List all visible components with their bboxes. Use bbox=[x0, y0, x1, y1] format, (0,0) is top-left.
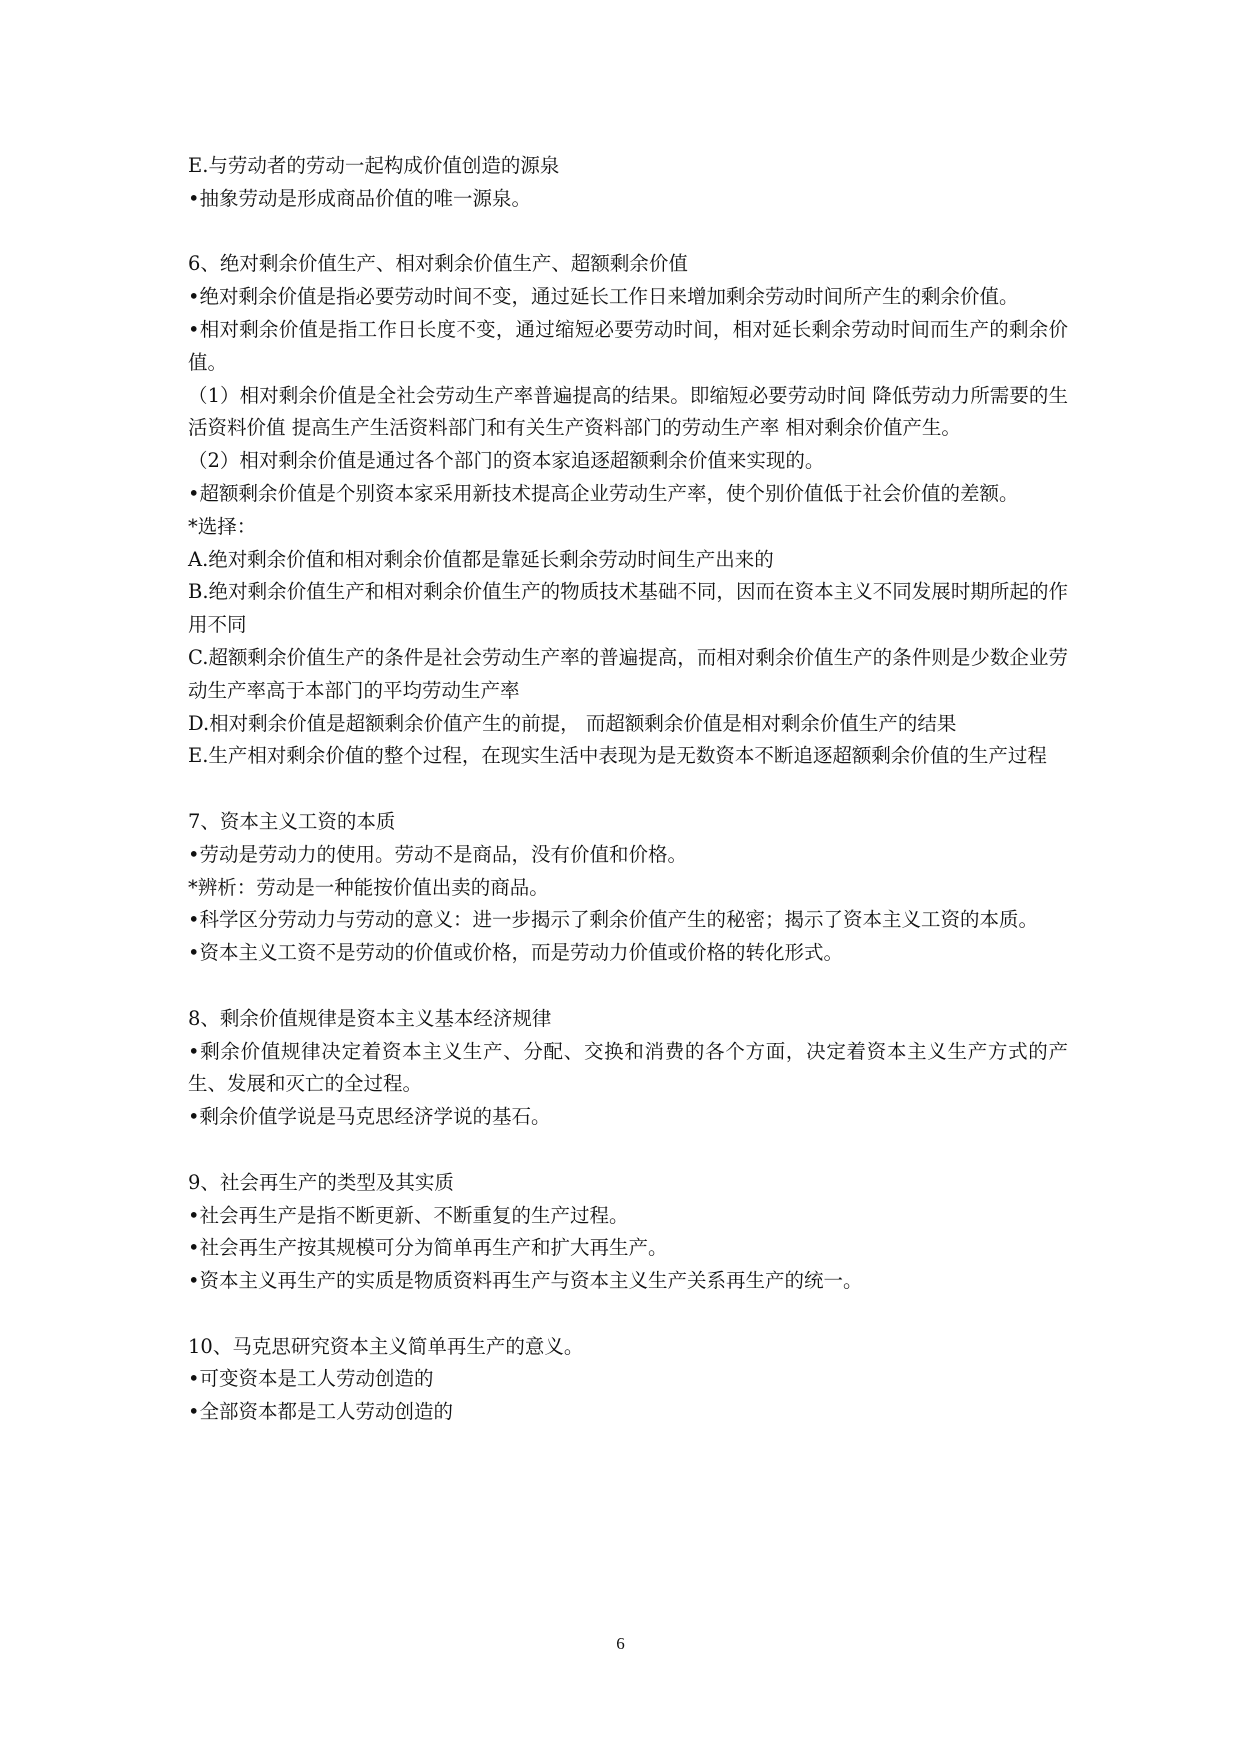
section-7-paragraph: •劳动是劳动力的使用。劳动不是商品，没有价值和价格。 bbox=[188, 842, 688, 866]
section-6-paragraph: （2）相对剩余价值是通过各个部门的资本家追逐超额剩余价值来实现的。 bbox=[188, 449, 825, 473]
choice-option-c: C.超额剩余价值生产的条件是社会劳动生产率的普遍提高，而相对剩余价值生产的条件则是少数企业劳动生产率高于本部门的平均劳动生产率 bbox=[188, 645, 1068, 702]
section-6-paragraph: •绝对剩余价值是指必要劳动时间不变，通过延长工作日来增加剩余劳动时间所产生的剩余价值。 bbox=[188, 285, 1019, 309]
page-number: 6 bbox=[616, 1634, 625, 1653]
page-body bbox=[188, 150, 1068, 1429]
section-10-paragraph: •可变资本是工人劳动创造的 bbox=[188, 1367, 434, 1391]
choice-option-d: D.相对剩余价值是超额剩余价值产生的前提， 而超额剩余价值是相对剩余价值生产的结果 bbox=[188, 711, 957, 735]
section-6-paragraph: •相对剩余价值是指工作日长度不变，通过缩短必要劳动时间，相对延长剩余劳动时间而生产的剩余价值。 bbox=[188, 317, 1068, 374]
spacer bbox=[188, 216, 1068, 249]
section-9-paragraph: •社会再生产按其规模可分为简单再生产和扩大再生产。 bbox=[188, 1236, 668, 1260]
section-8-paragraph: •剩余价值规律决定着资本主义生产、分配、交换和消费的各个方面，决定着资本主义生产方式的产生、发展和灭亡的全过程。 bbox=[188, 1039, 1068, 1096]
section-7-heading: 7、资本主义工资的本质 bbox=[188, 809, 396, 833]
section-10-paragraph: •全部资本都是工人劳动创造的 bbox=[188, 1400, 454, 1424]
section-7-paragraph: *辨析：劳动是一种能按价值出卖的商品。 bbox=[188, 875, 549, 899]
spacer bbox=[188, 1134, 1068, 1167]
choice-option-b: B.绝对剩余价值生产和相对剩余价值生产的物质技术基础不同，因而在资本主义不同发展时期所起的作用不同 bbox=[188, 580, 1068, 637]
section-10-heading: 10、马克思研究资本主义简单再生产的意义。 bbox=[188, 1334, 584, 1358]
section-8-heading: 8、剩余价值规律是资本主义基本经济规律 bbox=[188, 1006, 552, 1030]
section-6-heading: 6、绝对剩余价值生产、相对剩余价值生产、超额剩余价值 bbox=[188, 252, 688, 276]
bullet-abstract-labor: •抽象劳动是形成商品价值的唯一源泉。 bbox=[188, 186, 532, 210]
section-7-paragraph: •资本主义工资不是劳动的价值或价格，而是劳动力价值或价格的转化形式。 bbox=[188, 941, 844, 965]
choice-label: *选择： bbox=[188, 514, 257, 538]
spacer bbox=[188, 773, 1068, 806]
section-9-paragraph: •社会再生产是指不断更新、不断重复的生产过程。 bbox=[188, 1203, 629, 1227]
section-8-paragraph: •剩余价值学说是马克思经济学说的基石。 bbox=[188, 1105, 551, 1129]
section-9-paragraph: •资本主义再生产的实质是物质资料再生产与资本主义生产关系再生产的统一。 bbox=[188, 1269, 863, 1293]
choice-option-e: E.生产相对剩余价值的整个过程，在现实生活中表现为是无数资本不断追逐超额剩余价值的生产过程 bbox=[188, 744, 1047, 768]
spacer bbox=[188, 970, 1068, 1003]
section-6-paragraph: （1）相对剩余价值是全社会劳动生产率普遍提高的结果。即缩短必要劳动时间 降低劳动力所需要的生活资料价值 提高生产生活资料部门和有关生产资料部门的劳动生产率 相对剩余价值产生。 bbox=[188, 383, 1068, 440]
section-9-heading: 9、社会再生产的类型及其实质 bbox=[188, 1170, 454, 1194]
spacer bbox=[188, 1298, 1068, 1331]
option-e-line: E.与劳动者的劳动一起构成价值创造的源泉 bbox=[188, 154, 560, 177]
section-6-paragraph: •超额剩余价值是个别资本家采用新技术提高企业劳动生产率，使个别价值低于社会价值的差额。 bbox=[188, 481, 1019, 505]
section-7-paragraph: •科学区分劳动力与劳动的意义：进一步揭示了剩余价值产生的秘密；揭示了资本主义工资的本质。 bbox=[188, 908, 1039, 932]
choice-option-a: A.绝对剩余价值和相对剩余价值都是靠延长剩余劳动时间生产出来的 bbox=[188, 547, 774, 571]
